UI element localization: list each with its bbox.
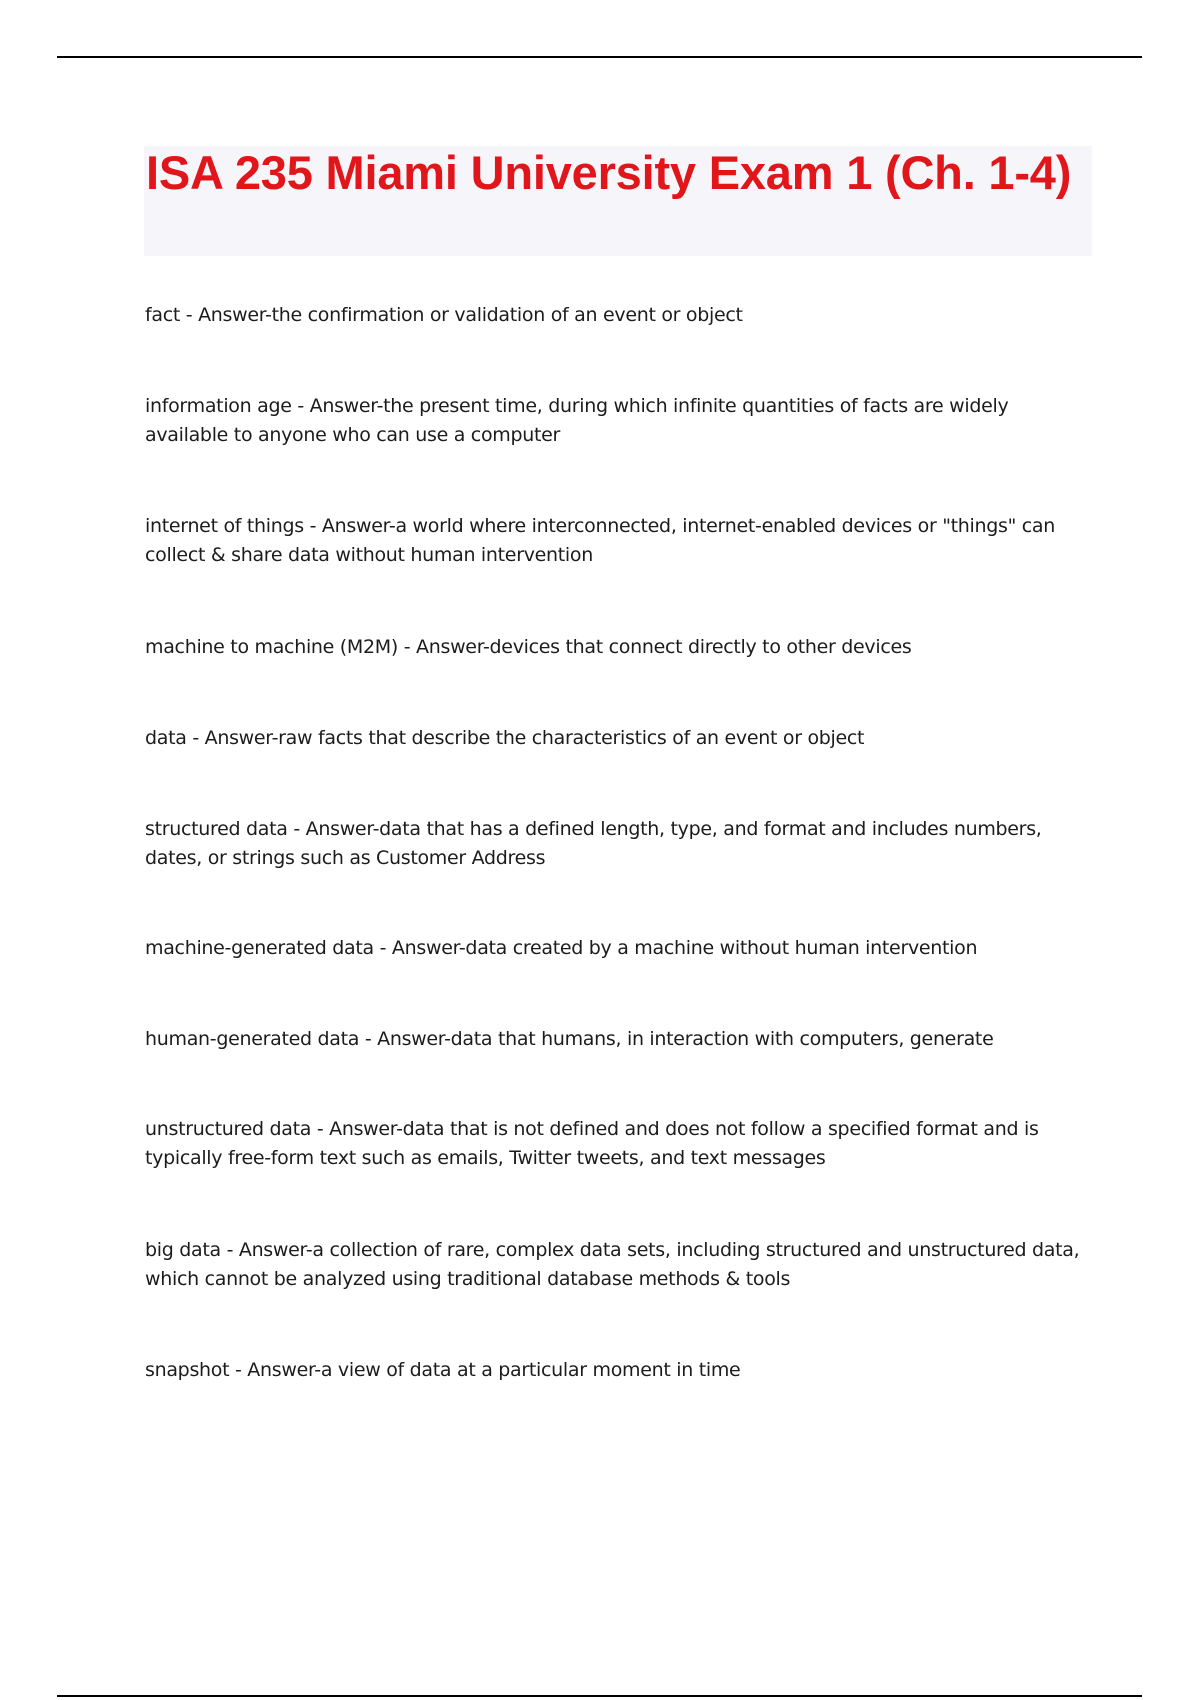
- list-item-information-age: information age - Answer-the present time, during which infinite quantities of facts are widely available to anyone who can use a computer: [145, 395, 1009, 446]
- list-item-machine-generated-data: machine-generated data - Answer-data created by a machine without human intervention: [145, 937, 978, 959]
- top-divider: [57, 56, 1142, 58]
- list-item-big-data: big data - Answer-a collection of rare, complex data sets, including structured and unstructured data, which cannot be analyzed using traditional database methods & tools: [145, 1239, 1080, 1290]
- page-title: ISA 235 Miami University Exam 1 (Ch. 1-4): [146, 146, 1072, 199]
- list-item-unstructured-data: unstructured data - Answer-data that is not defined and does not follow a specified format and is typically free-form text such as emails, Twitter tweets, and text messages: [145, 1118, 1039, 1169]
- title-banner: [144, 146, 1092, 256]
- bottom-divider: [57, 1695, 1142, 1697]
- list-item-internet-of-things: internet of things - Answer-a world where interconnected, internet-enabled devices or "things" can collect & share data without human intervention: [145, 515, 1056, 566]
- list-item-data: data - Answer-raw facts that describe the characteristics of an event or object: [145, 727, 865, 749]
- list-item-snapshot: snapshot - Answer-a view of data at a particular moment in time: [145, 1359, 741, 1381]
- list-item-human-generated-data: human-generated data - Answer-data that humans, in interaction with computers, generate: [145, 1028, 994, 1050]
- list-item-structured-data: structured data - Answer-data that has a defined length, type, and format and includes numbers, dates, or strings such as Customer Address: [145, 818, 1042, 869]
- list-item-fact: fact - Answer-the confirmation or validation of an event or object: [145, 304, 743, 326]
- list-item-m2m: machine to machine (M2M) - Answer-devices that connect directly to other devices: [145, 636, 912, 658]
